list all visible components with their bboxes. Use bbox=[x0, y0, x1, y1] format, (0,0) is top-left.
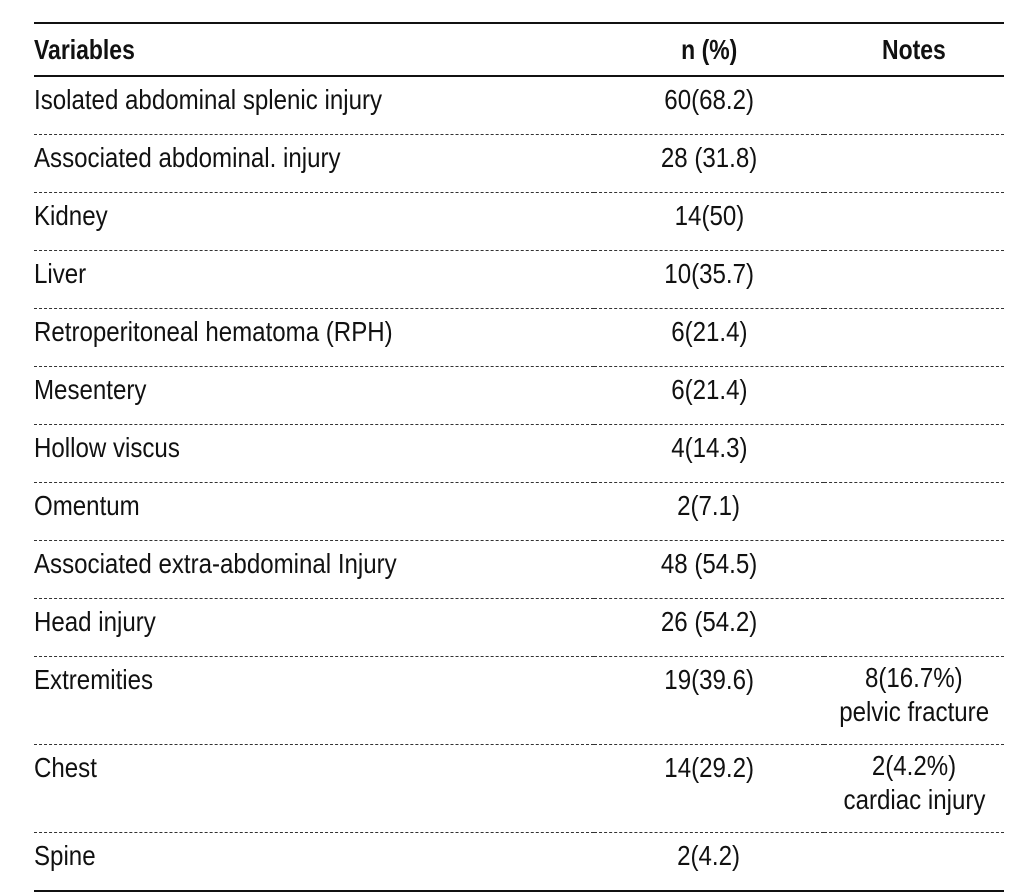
n-percent-cell: 48 (54.5) bbox=[660, 548, 758, 579]
injury-table-container bbox=[34, 22, 1004, 892]
header-n-percent: n (%) bbox=[680, 33, 738, 65]
header-notes: Notes bbox=[882, 33, 946, 65]
table-body bbox=[34, 76, 1004, 891]
note-line: cardiac injury bbox=[843, 784, 985, 815]
n-percent-cell: 6(21.4) bbox=[670, 316, 748, 347]
n-percent-cell: 4(14.3) bbox=[670, 432, 748, 463]
header-row bbox=[34, 23, 1004, 76]
n-percent-cell: 2(7.1) bbox=[677, 490, 741, 521]
notes-cell bbox=[824, 76, 1004, 135]
injury-table bbox=[34, 22, 1004, 892]
variable-cell: Retroperitoneal hematoma (RPH) bbox=[34, 316, 393, 347]
table-row bbox=[34, 657, 1004, 745]
n-percent-cell: 10(35.7) bbox=[664, 258, 754, 289]
notes-cell bbox=[824, 367, 1004, 425]
table-row bbox=[34, 135, 1004, 193]
table-row bbox=[34, 599, 1004, 657]
table-row bbox=[34, 367, 1004, 425]
table-row bbox=[34, 745, 1004, 833]
n-percent-cell: 14(29.2) bbox=[664, 752, 754, 783]
n-percent-cell: 26 (54.2) bbox=[660, 606, 758, 637]
table-header bbox=[34, 23, 1004, 76]
variable-cell: Chest bbox=[34, 752, 97, 783]
note-line: 2(4.2%) bbox=[871, 750, 957, 781]
variable-cell: Spine bbox=[34, 840, 96, 871]
variable-cell: Mesentery bbox=[34, 374, 147, 405]
table-row bbox=[34, 833, 1004, 892]
note-line: 8(16.7%) bbox=[865, 662, 963, 693]
notes-cell bbox=[824, 745, 1004, 833]
table-row bbox=[34, 483, 1004, 541]
notes-cell bbox=[824, 135, 1004, 193]
variable-cell: Head injury bbox=[34, 606, 156, 637]
n-percent-cell: 19(39.6) bbox=[664, 664, 754, 695]
header-variables: Variables bbox=[34, 33, 135, 65]
n-percent-cell: 28 (31.8) bbox=[660, 142, 758, 173]
table-row bbox=[34, 193, 1004, 251]
variable-cell: Extremities bbox=[34, 664, 154, 695]
variable-cell: Omentum bbox=[34, 490, 140, 521]
notes-cell bbox=[824, 309, 1004, 367]
n-percent-cell: 2(4.2) bbox=[677, 840, 741, 871]
notes-cell bbox=[824, 599, 1004, 657]
notes-cell bbox=[824, 193, 1004, 251]
variable-cell: Hollow viscus bbox=[34, 432, 180, 463]
notes-cell bbox=[824, 541, 1004, 599]
table-row bbox=[34, 251, 1004, 309]
notes-cell bbox=[824, 483, 1004, 541]
variable-cell: Liver bbox=[34, 258, 87, 289]
notes-cell bbox=[824, 833, 1004, 892]
n-percent-cell: 60(68.2) bbox=[664, 84, 754, 115]
notes-cell bbox=[824, 251, 1004, 309]
note-line: pelvic fracture bbox=[839, 696, 989, 727]
notes-cell bbox=[824, 425, 1004, 483]
variable-cell: Isolated abdominal splenic injury bbox=[34, 84, 383, 115]
notes-cell bbox=[824, 657, 1004, 745]
variable-cell: Associated extra-abdominal Injury bbox=[34, 548, 397, 579]
table-row bbox=[34, 541, 1004, 599]
table-row bbox=[34, 309, 1004, 367]
variable-cell: Associated abdominal. injury bbox=[34, 142, 341, 173]
n-percent-cell: 6(21.4) bbox=[670, 374, 748, 405]
table-row bbox=[34, 425, 1004, 483]
n-percent-cell: 14(50) bbox=[674, 200, 744, 231]
variable-cell: Kidney bbox=[34, 200, 108, 231]
table-row bbox=[34, 76, 1004, 135]
